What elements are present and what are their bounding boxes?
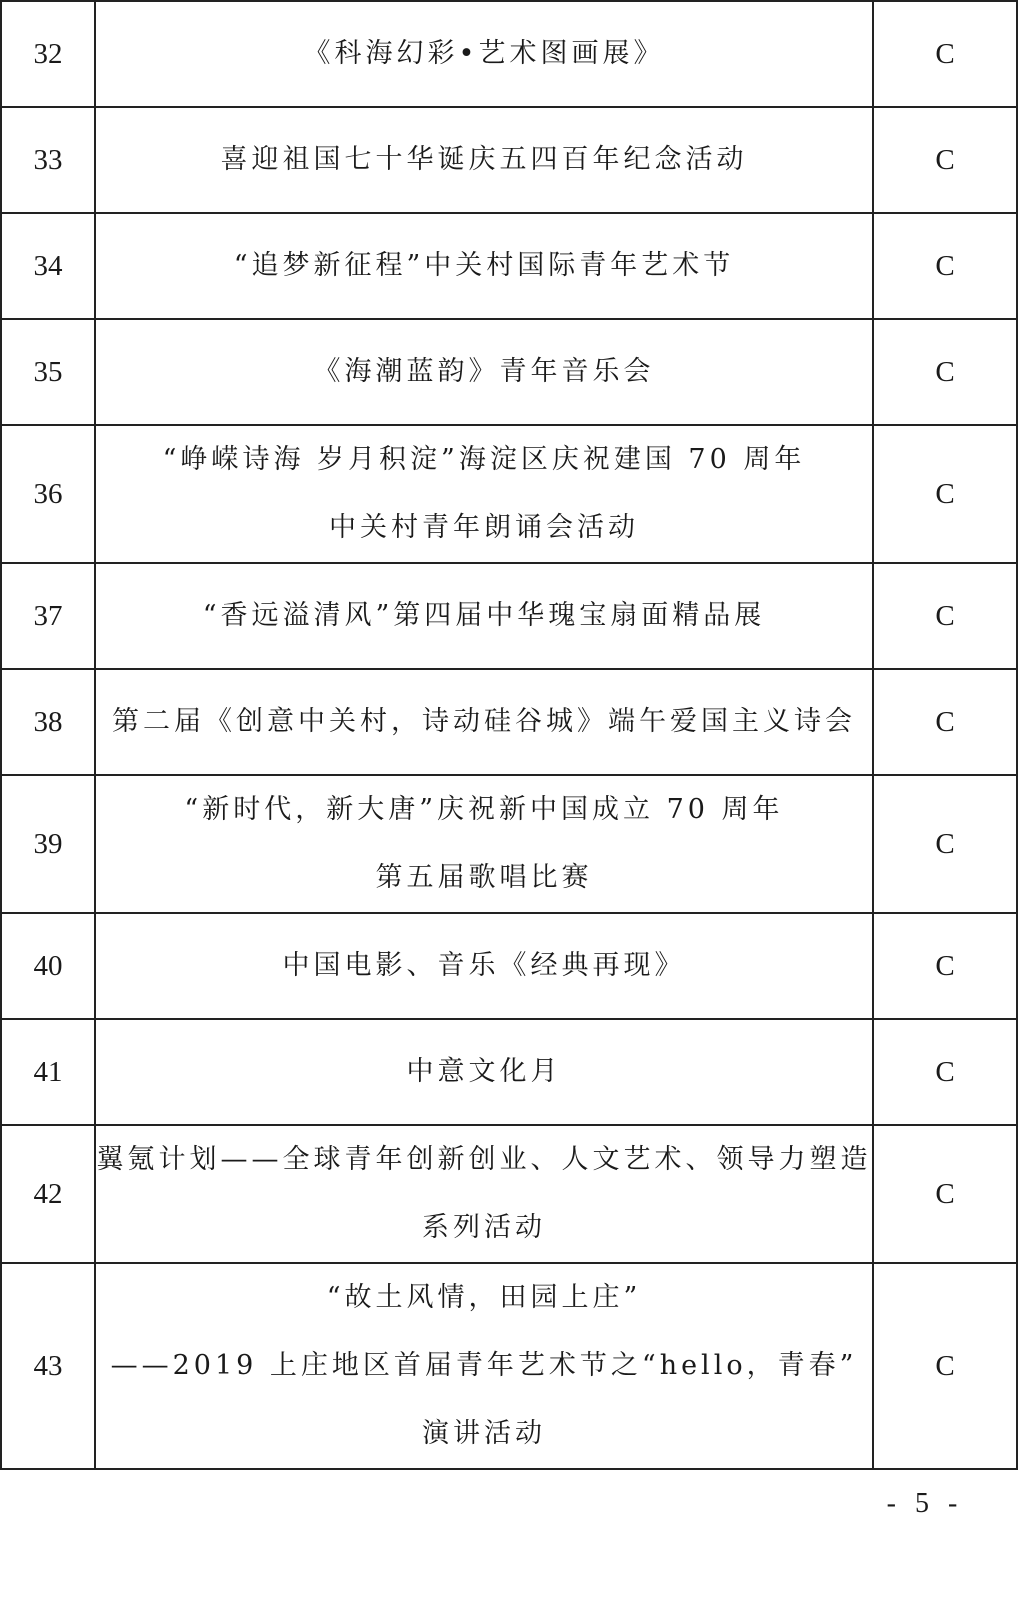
row-number: 33: [1, 107, 95, 213]
grade: C: [873, 425, 1017, 563]
table-body: [1, 1, 1017, 1469]
activity-name: [95, 319, 873, 425]
activity-name-line: 演讲活动: [422, 1418, 546, 1449]
activity-name: [95, 107, 873, 213]
activity-name: [95, 1263, 873, 1469]
grade: C: [873, 213, 1017, 319]
table-row: [1, 775, 1017, 913]
table-row: [1, 107, 1017, 213]
grade: C: [873, 913, 1017, 1019]
activity-name-line: “追梦新征程”中关村国际青年艺术节: [233, 250, 735, 281]
grade: C: [873, 1263, 1017, 1469]
activity-name: [95, 563, 873, 669]
activity-name-line: 第二届《创意中关村，诗动硅谷城》端午爱国主义诗会: [112, 706, 856, 737]
activity-name: [95, 425, 873, 563]
row-number: 41: [1, 1019, 95, 1125]
table-row: [1, 425, 1017, 563]
activity-name: [95, 775, 873, 913]
row-number: 43: [1, 1263, 95, 1469]
grade: C: [873, 1, 1017, 107]
grade: C: [873, 319, 1017, 425]
activity-name-line: “峥嵘诗海 岁月积淀”海淀区庆祝建国 70 周年: [162, 444, 806, 475]
activity-name-line: 《海潮蓝韵》青年音乐会: [313, 356, 655, 387]
grade: C: [873, 669, 1017, 775]
row-number: 40: [1, 913, 95, 1019]
activity-name-line: 翼氪计划——全球青年创新创业、人文艺术、领导力塑造: [96, 1144, 872, 1175]
activity-name-line: 《科海幻彩•艺术图画展》: [303, 38, 665, 69]
row-number: 38: [1, 669, 95, 775]
table-row: [1, 1125, 1017, 1263]
activity-name: [95, 669, 873, 775]
table-row: [1, 1, 1017, 107]
activity-name-line: “故土风情，田园上庄”: [326, 1282, 642, 1313]
table-row: [1, 1263, 1017, 1469]
activity-name-line: 喜迎祖国七十华诞庆五四百年纪念活动: [220, 144, 748, 175]
activity-name: [95, 1019, 873, 1125]
activity-name-line: 第五届歌唱比赛: [375, 862, 593, 893]
row-number: 39: [1, 775, 95, 913]
activity-name-line: “香远溢清风”第四届中华瑰宝扇面精品展: [202, 600, 766, 631]
activity-name: [95, 913, 873, 1019]
row-number: 34: [1, 213, 95, 319]
activity-name: [95, 1125, 873, 1263]
activity-name-line: 中意文化月: [406, 1056, 562, 1087]
table-row: [1, 913, 1017, 1019]
grade: C: [873, 1019, 1017, 1125]
table-row: [1, 1019, 1017, 1125]
row-number: 32: [1, 1, 95, 107]
activity-name-line: 中关村青年朗诵会活动: [329, 512, 639, 543]
row-number: 42: [1, 1125, 95, 1263]
row-number: 36: [1, 425, 95, 563]
grade: C: [873, 775, 1017, 913]
grade: C: [873, 1125, 1017, 1263]
grade: C: [873, 563, 1017, 669]
activity-name-line: ——2019 上庄地区首届青年艺术节之“hello，青春”: [110, 1350, 858, 1381]
activity-name-line: “新时代，新大唐”庆祝新中国成立 70 周年: [184, 794, 784, 825]
table-row: [1, 669, 1017, 775]
grade: C: [873, 107, 1017, 213]
page-number: - 5 -: [886, 1488, 964, 1519]
row-number: 35: [1, 319, 95, 425]
activity-name: [95, 1, 873, 107]
table-row: [1, 213, 1017, 319]
row-number: 37: [1, 563, 95, 669]
activity-name-line: 系列活动: [422, 1212, 546, 1243]
table-row: [1, 563, 1017, 669]
activity-name: [95, 213, 873, 319]
activity-name-line: 中国电影、音乐《经典再现》: [282, 950, 686, 981]
table-row: [1, 319, 1017, 425]
